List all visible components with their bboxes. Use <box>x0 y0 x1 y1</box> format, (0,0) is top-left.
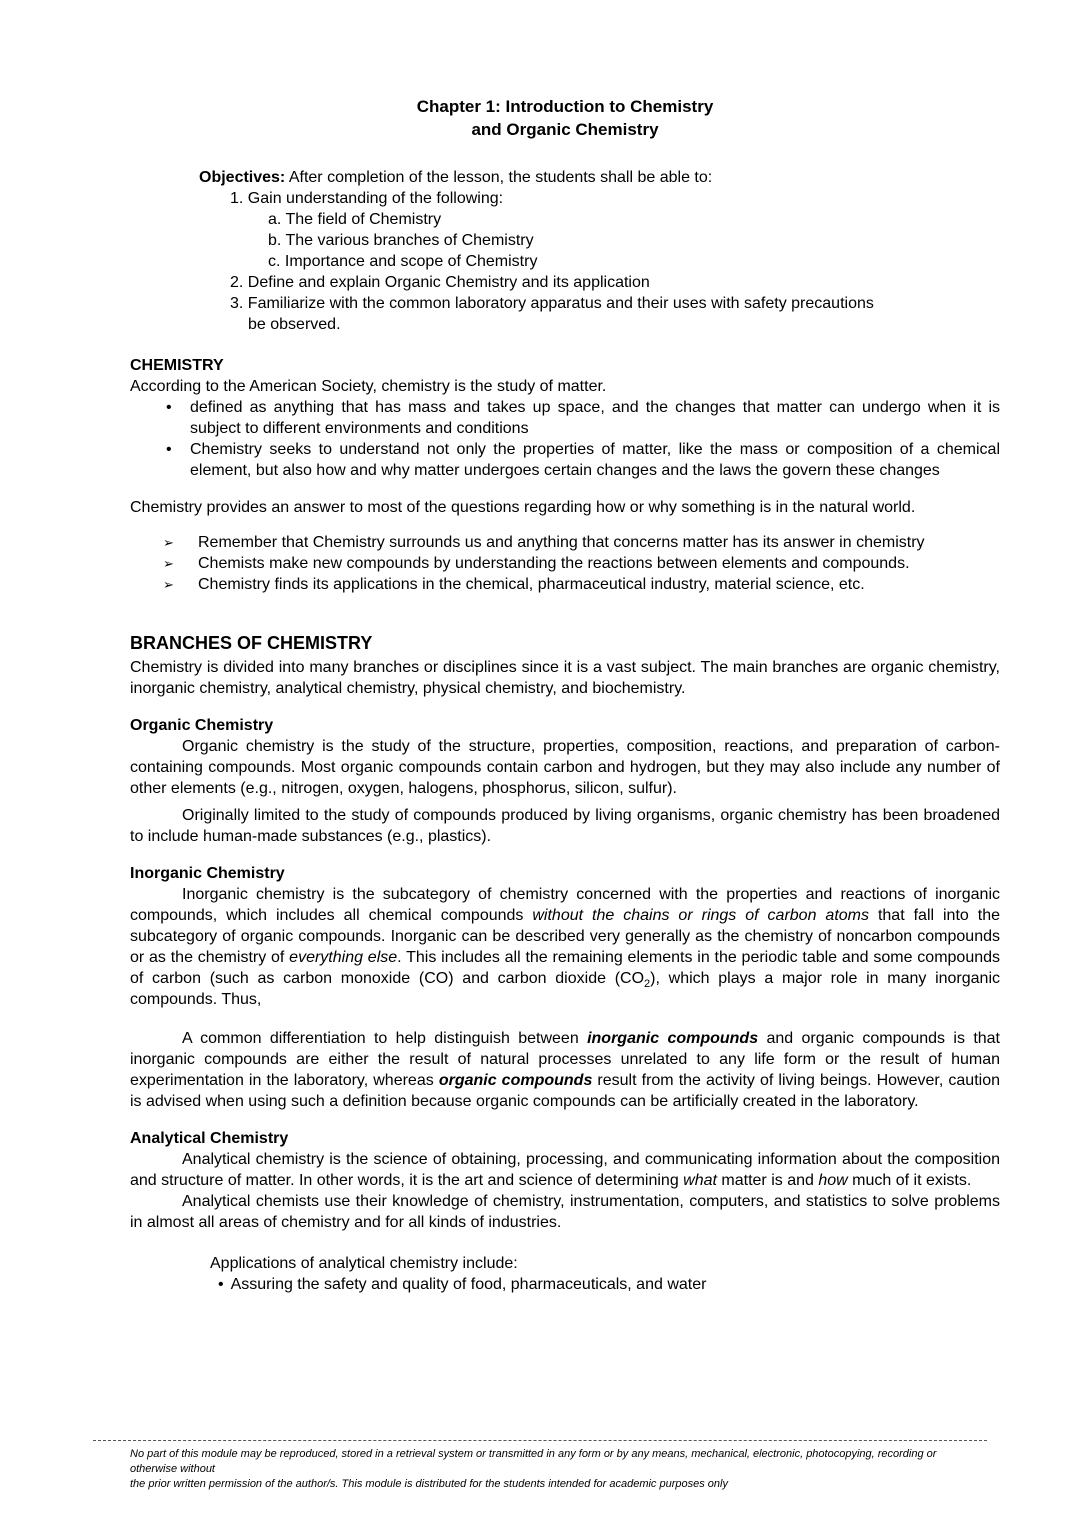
organic-paragraph-1: Organic chemistry is the study of the structure, properties, composition, reactions, and preparation of carbon-containing compounds. Most organic compounds contain carbon and hydrogen, but they may also include any number of other elements (e.g., nitrogen, oxygen, halogens, phosphorus, silicon, sulfur). <box>130 738 1000 797</box>
page-content <box>130 95 1000 1295</box>
key-point-2-text: Chemists make new compounds by understanding the reactions between elements and compounds. <box>198 555 910 572</box>
organic-chemistry-section <box>130 715 1000 847</box>
analytical-heading: Analytical Chemistry <box>130 1130 289 1147</box>
arrow-bullet-icon: ➢ <box>163 535 174 550</box>
organic-paragraph-2: Originally limited to the study of compounds produced by living organisms, organic chemistry has been broadened to include human-made substances (e.g., plastics). <box>130 807 1000 845</box>
objective-item-3: 3. Familiarize with the common laboratory apparatus and their uses with safety precautions <box>230 295 874 312</box>
analytical-paragraph-2: Analytical chemists use their knowledge of chemistry, instrumentation, computers, and statistics to solve problems in almost all areas of chemistry and for all kinds of industries. <box>130 1193 1000 1231</box>
analytical-chemistry-section <box>130 1128 1000 1295</box>
arrow-bullet-icon: ➢ <box>163 556 174 571</box>
analytical-paragraph-1: Analytical chemistry is the science of obtaining, processing, and communicating information about the composition and structure of matter. In other words, it is the art and science of determining what matter is and how much of it exists. <box>130 1151 1000 1189</box>
chemistry-intro: According to the American Society, chemistry is the study of matter. <box>130 378 607 395</box>
objective-sub-item-a: a. The field of Chemistry <box>268 211 442 228</box>
chemistry-bullet-1-text: defined as anything that has mass and takes up space, and the changes that matter can undergo when it is subject to different environments and conditions <box>190 399 1000 437</box>
objective-item-1: 1. Gain understanding of the following: <box>230 190 504 207</box>
key-point-3-text: Chemistry finds its applications in the chemical, pharmaceutical industry, material science, etc. <box>198 576 865 593</box>
objectives-intro-text: After completion of the lesson, the students shall be able to: <box>285 169 713 186</box>
branches-heading: BRANCHES OF CHEMISTRY <box>130 633 373 653</box>
organic-heading: Organic Chemistry <box>130 717 274 734</box>
objectives-intro-line <box>199 167 1000 188</box>
objectives-section <box>130 167 1000 335</box>
chemistry-section <box>130 355 1000 595</box>
chemistry-bullet-2 <box>130 439 1000 481</box>
chemistry-paragraph: Chemistry provides an answer to most of the questions regarding how or why something is in the natural world. <box>130 499 916 516</box>
bullet-icon: • <box>218 1276 224 1293</box>
bullet-icon: • <box>166 441 172 458</box>
applications-block <box>130 1253 1000 1295</box>
objective-item-3-continuation: be observed. <box>248 316 341 333</box>
bullet-icon: • <box>166 399 172 416</box>
chapter-title <box>130 95 1000 141</box>
key-point-1 <box>130 532 1000 553</box>
chemistry-bullet-1 <box>130 397 1000 439</box>
inorganic-chemistry-section <box>130 863 1000 1112</box>
arrow-bullet-icon: ➢ <box>163 577 174 592</box>
copyright-line-2: the prior written permission of the author/s. This module is distributed for the students intended for academic purposes only <box>130 1478 728 1490</box>
inorganic-paragraph-2: A common differentiation to help distinguish between inorganic compounds and organic compounds is that inorganic compounds are either the result of natural processes unrelated to any life form or the result of human experimentation in the laboratory, whereas organic compounds result from the activity of living beings. However, caution is advised when using such a definition because organic compounds can be artificially created in the laboratory. <box>130 1030 1001 1110</box>
applications-bullet-text: Assuring the safety and quality of food, pharmaceuticals, and water <box>230 1276 707 1293</box>
chemistry-bullet-2-text: Chemistry seeks to understand not only the properties of matter, like the mass or composition of a chemical element, but also how and why matter undergoes certain changes and the laws the govern these changes <box>190 441 1000 479</box>
footer-divider <box>93 1440 987 1441</box>
inorganic-paragraph-1: Inorganic chemistry is the subcategory of chemistry concerned with the properties and reactions of inorganic compounds, which includes all chemical compounds without the chains or rings of carbon atoms that fall into the subcategory of organic compounds. Inorganic can be described very generally as the chemistry of noncarbon compounds or as the chemistry of everything else. This includes all the remaining elements in the periodic table and some compounds of carbon (such as carbon monoxide (CO) and carbon dioxide $(CO_2)$, which plays a major role in many inorganic compounds. Thus, <box>130 886 1001 1008</box>
copyright-line-1: No part of this module may be reproduced, stored in a retrieval system or transmitted in any form or by any means, mechanical, electronic, photocopying, recording or otherwise without <box>130 1448 937 1475</box>
copyright-notice <box>130 1447 970 1492</box>
inorganic-heading: Inorganic Chemistry <box>130 865 285 882</box>
applications-intro: Applications of analytical chemistry include: <box>210 1255 518 1272</box>
objective-sub-item-b: b. The various branches of Chemistry <box>268 232 534 249</box>
branches-intro: Chemistry is divided into many branches or disciplines since it is a vast subject. The main branches are organic chemistry, inorganic chemistry, analytical chemistry, physical chemistry, and biochemistry. <box>130 659 1000 697</box>
key-point-1-text: Remember that Chemistry surrounds us and anything that concerns matter has its answer in chemistry <box>198 534 925 551</box>
chemistry-key-points <box>130 532 1000 595</box>
applications-bullet <box>218 1274 1000 1295</box>
chemistry-heading: CHEMISTRY <box>130 357 224 374</box>
chapter-title-line2: and Organic Chemistry <box>471 120 659 139</box>
chapter-title-line1: Chapter 1: Introduction to Chemistry <box>416 97 714 116</box>
key-point-3 <box>130 574 1000 595</box>
key-point-2 <box>130 553 1000 574</box>
objective-item-2: 2. Define and explain Organic Chemistry and its application <box>230 274 650 291</box>
objectives-label: Objectives: <box>199 169 286 186</box>
objective-sub-item-c: c. Importance and scope of Chemistry <box>268 253 538 270</box>
branches-section <box>130 631 1000 699</box>
page-footer <box>0 1440 1080 1492</box>
